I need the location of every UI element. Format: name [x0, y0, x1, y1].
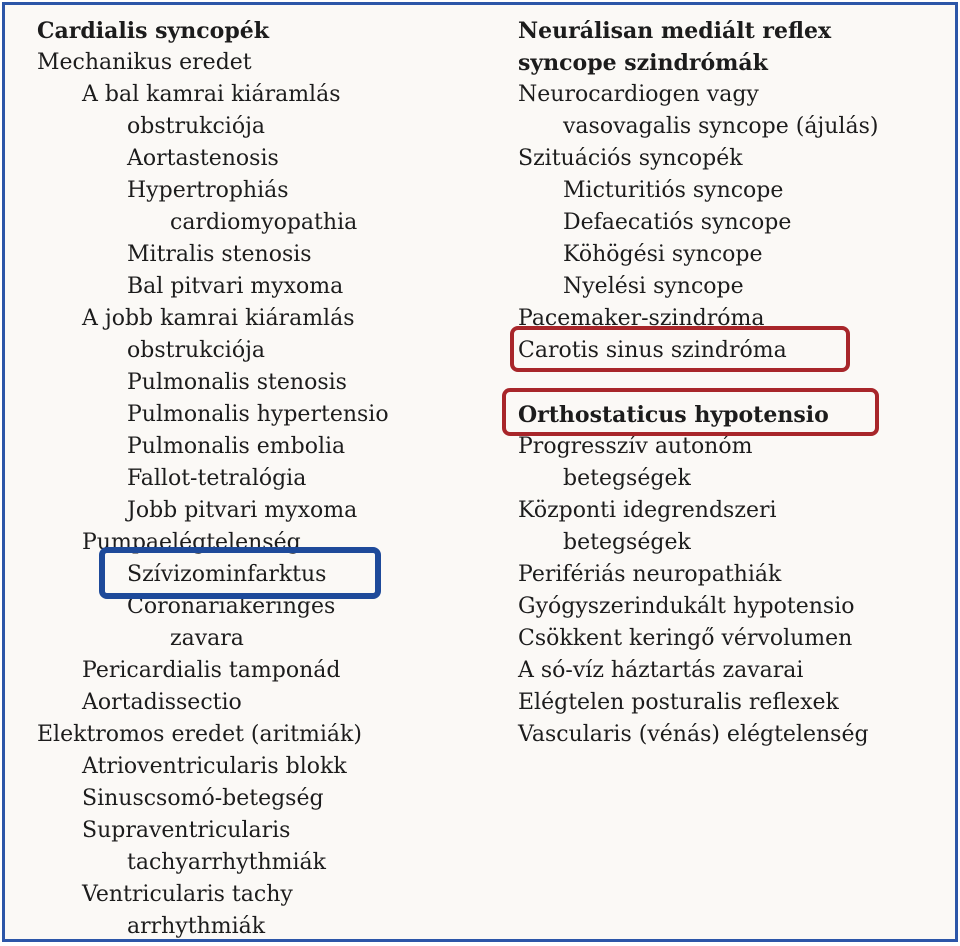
reflex-syncope-column	[518, 15, 878, 751]
list-item: Pulmonalis stenosis	[127, 370, 347, 395]
list-item: Pulmonalis hypertensio	[127, 402, 389, 427]
list-item: A só-víz háztartás zavarai	[518, 658, 804, 683]
document-frame	[2, 2, 958, 942]
list-item: obstrukciója	[127, 338, 266, 363]
list-item: tachyarrhythmiák	[127, 850, 326, 875]
list-item: Sinuscsomó-betegség	[82, 786, 324, 811]
list-item: Pumpaelégtelenség	[82, 530, 301, 555]
list-item: Atrioventricularis blokk	[82, 754, 347, 779]
list-item: obstrukciója	[127, 114, 266, 139]
reflex-syncope-heading: Neurálisan mediált reflex	[518, 18, 832, 44]
list-item: Ventricularis tachy	[82, 882, 293, 907]
list-item: zavara	[170, 626, 244, 651]
list-item: Nyelési syncope	[563, 274, 744, 299]
list-item: Köhögési syncope	[563, 242, 763, 267]
list-item: Mechanikus eredet	[37, 50, 252, 75]
list-item: Bal pitvari myxoma	[127, 274, 344, 299]
list-item: Pacemaker-szindróma	[518, 306, 765, 331]
list-item: A jobb kamrai kiáramlás	[82, 306, 355, 331]
orthostatic-hypotension-heading: Orthostaticus hypotensio	[518, 402, 829, 428]
list-item: Coronariakeringés	[127, 594, 336, 619]
list-item: Mitralis stenosis	[127, 242, 312, 267]
reflex-syncope-heading-cont: syncope szindrómák	[518, 50, 768, 76]
list-item: Elégtelen posturalis reflexek	[518, 690, 839, 715]
list-item: Pulmonalis embolia	[127, 434, 346, 459]
cardiac-syncope-column	[37, 15, 389, 942]
list-item: Csökkent keringő vérvolumen	[518, 626, 853, 651]
carotis-sinus-item: Carotis sinus szindróma	[518, 338, 787, 363]
list-item: cardiomyopathia	[170, 210, 358, 235]
list-item: Aortastenosis	[127, 146, 279, 171]
list-item: betegségek	[563, 530, 691, 555]
list-item: betegségek	[563, 466, 691, 491]
list-item: Micturitiós syncope	[563, 178, 784, 203]
list-item: Supraventricularis	[82, 818, 291, 843]
list-item: Szituációs syncopék	[518, 146, 743, 171]
cardiac-syncope-heading: Cardialis syncopék	[37, 18, 269, 44]
list-item: Fallot-tetralógia	[127, 466, 307, 491]
list-item: Jobb pitvari myxoma	[127, 498, 358, 523]
list-item: Neurocardiogen vagy	[518, 82, 759, 107]
list-item: Aortadissectio	[82, 690, 242, 715]
list-item: Perifériás neuropathiák	[518, 562, 782, 587]
myocardial-infarction-item: Szívizominfarktus	[127, 562, 327, 587]
list-item: Pericardialis tamponád	[82, 658, 341, 683]
list-item: A bal kamrai kiáramlás	[82, 82, 341, 107]
list-item: Központi idegrendszeri	[518, 498, 777, 523]
list-item: Progresszív autonóm	[518, 434, 753, 459]
list-item: Vascularis (vénás) elégtelenség	[518, 722, 869, 747]
list-item: arrhythmiák	[127, 914, 266, 939]
list-item: Hypertrophiás	[127, 178, 289, 203]
list-item: Defaecatiós syncope	[563, 210, 792, 235]
list-item: Elektromos eredet (aritmiák)	[37, 722, 362, 747]
list-item: vasovagalis syncope (ájulás)	[563, 114, 879, 139]
list-item: Gyógyszerindukált hypotensio	[518, 594, 855, 619]
